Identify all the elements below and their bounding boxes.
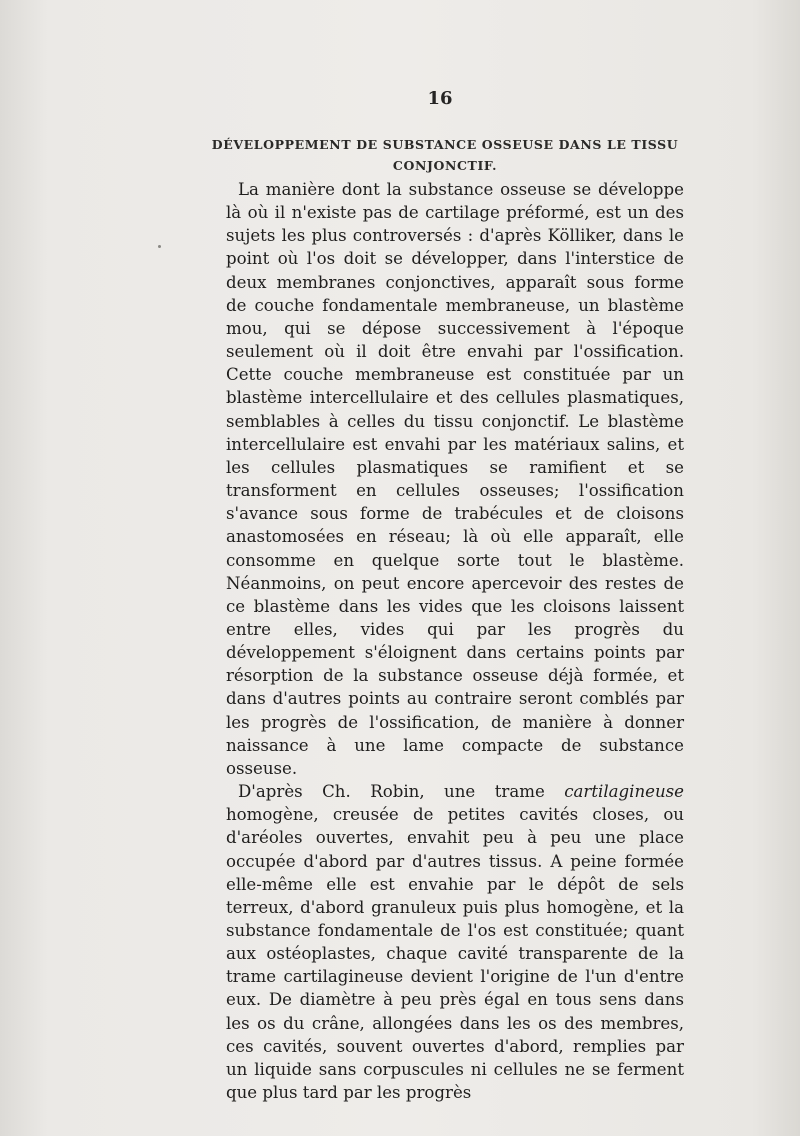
page-number: 16 (427, 88, 453, 109)
italic-term: cartilagineuse (564, 782, 684, 802)
paragraph-2-start: D'après Ch. Robin, une trame (238, 782, 565, 802)
paragraph-2 (226, 780, 684, 1104)
margin-speck (158, 245, 161, 248)
section-heading: DÉVELOPPEMENT DE SUBSTANCE OSSEUSE DANS LE TISSU CONJONCTIF. (211, 137, 679, 173)
body-text (226, 178, 684, 1104)
paragraph-1: La manière dont la substance osseuse se développe là où il n'existe pas de cartilage préformé, est un des sujets les plus controversés : d'après Kölliker, dans le point où l'os doit se développer, dans l'interstice de deux membranes conjonctives, apparaît sous forme de couche fondamentale membraneuse, un blastème mou, qui se dépose successivement à l'époque seulement où il doit être envahi par l'ossification. Cette couche membraneuse est constituée par un blastème intercellulaire et des cellules plasmatiques, semblables à celles du tissu conjonctif. Le blastème intercellulaire est envahi par les matériaux salins, et les cellules plasmatiques se ramifient et se transforment en cellules osseuses; l'ossification s'avance sous forme de trabécules et de cloisons anastomosées en réseau; là où elle apparaît, elle consomme en quelque sorte tout le blastème. Néanmoins, on peut encore apercevoir des restes de ce blastème dans les vides que les cloisons laissent entre elles, vides qui par les progrès du développement s'éloignent dans certains points par résorption de la substance osseuse déjà formée, et dans d'autres points au contraire seront comblés par les progrès de l'ossification, de manière à donner naissance à une lame compacte de substance osseuse. (226, 180, 684, 778)
paragraph-2-rest: homogène, creusée de petites cavités closes, ou d'aréoles ouvertes, envahit peu à peu une place occupée d'abord par d'autres tissus. A peine formée elle-même elle est envahie par le dépôt de sels terreux, d'abord granuleux puis plus homogène, et la substance fondamentale de l'os est constituée; quant aux ostéoplastes, chaque cavité transparente de la trame cartilagineuse devient l'origine de l'un d'entre eux. De diamètre à peu près égal en tous sens dans les os du crâne, allongées dans les os des membres, ces cavités, souvent ouvertes d'abord, remplies par un liquide sans corpuscules ni cellules ne se ferment que plus tard par les progrès (226, 805, 684, 1103)
